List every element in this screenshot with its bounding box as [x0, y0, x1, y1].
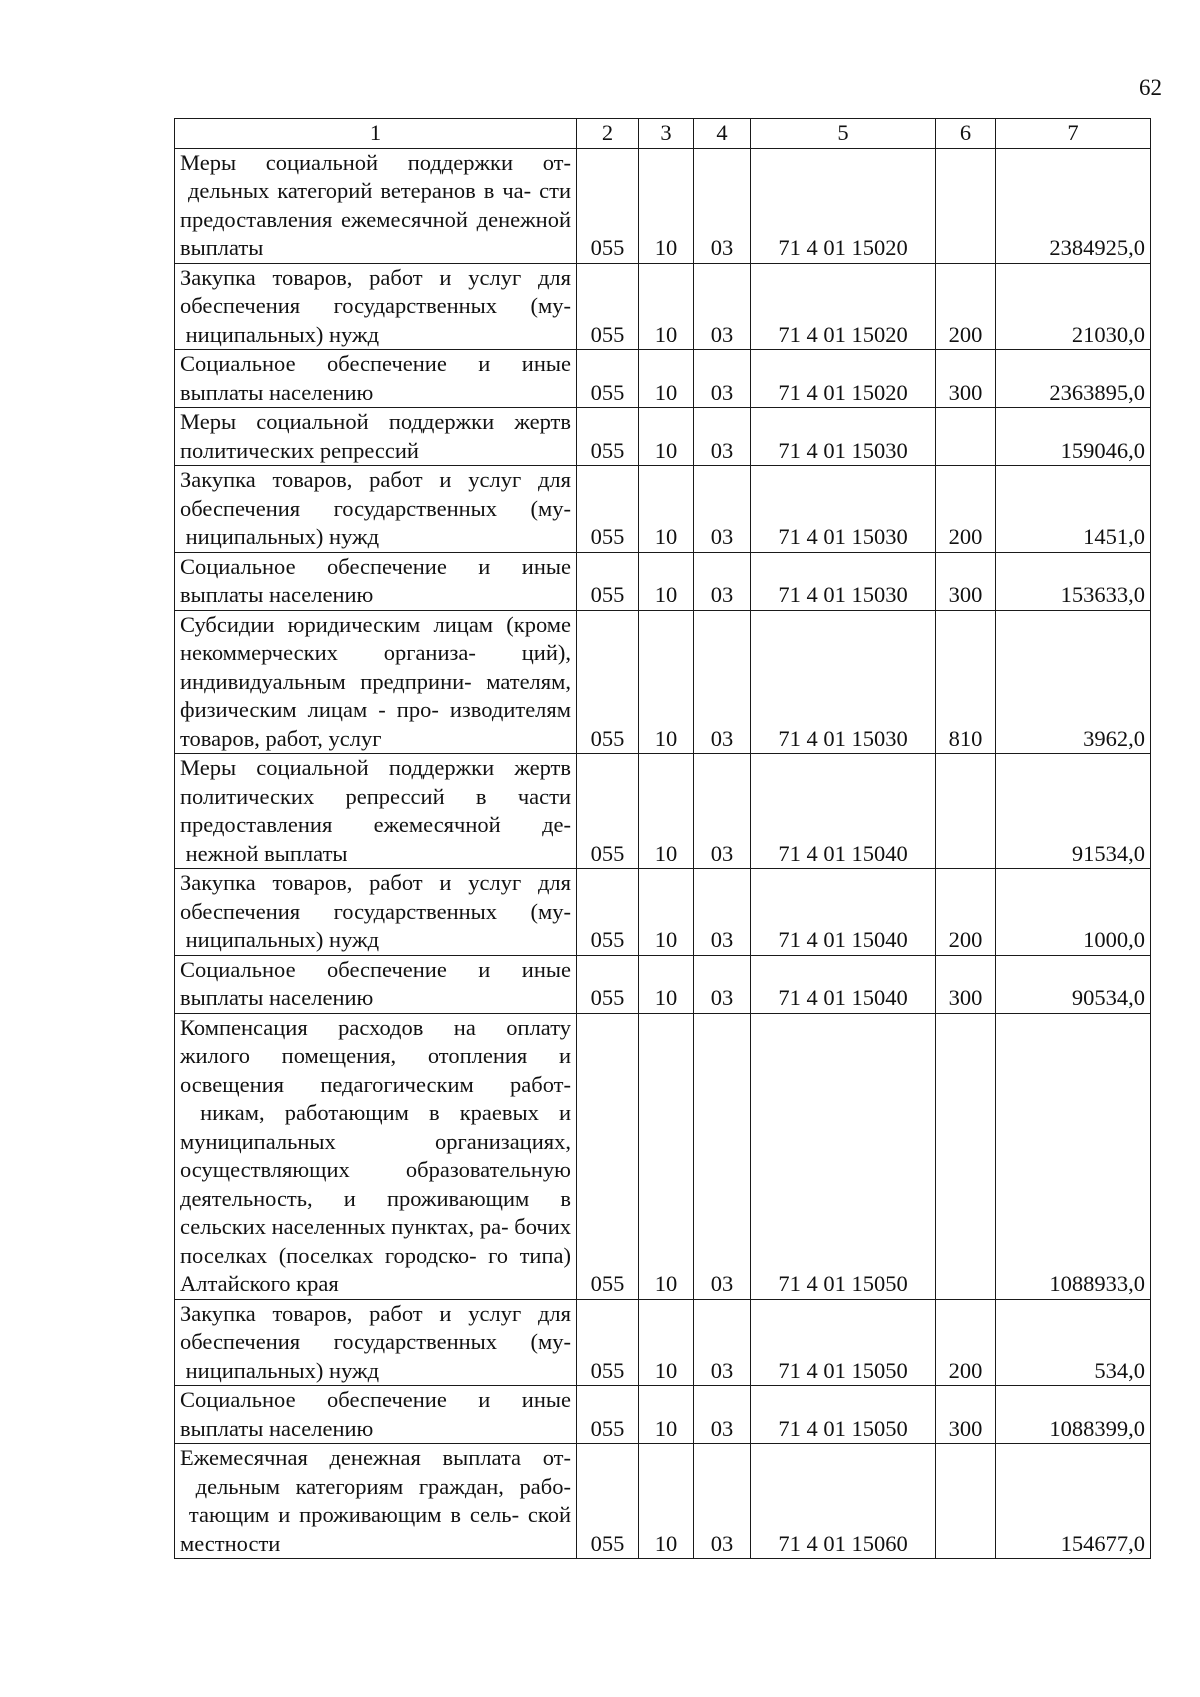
table-row	[175, 1299, 1151, 1386]
row-description: Меры социальной поддержки от- дельных категорий ветеранов в ча- сти предоставления ежемесячной денежной выплаты	[175, 148, 577, 263]
row-description: Закупка товаров, работ и услуг для обеспечения государственных (му- ниципальных) нужд	[175, 466, 577, 553]
row-section-code: 10	[639, 1444, 694, 1559]
row-ministry-code: 055	[577, 263, 639, 350]
row-description: Социальное обеспечение и иные выплаты населению	[175, 350, 577, 408]
row-amount: 3962,0	[996, 610, 1151, 754]
row-amount: 153633,0	[996, 552, 1151, 610]
row-amount: 91534,0	[996, 754, 1151, 869]
row-section-code: 10	[639, 869, 694, 956]
row-target-article: 71 4 01 15040	[751, 869, 936, 956]
budget-table	[174, 118, 1151, 1559]
row-target-article: 71 4 01 15030	[751, 408, 936, 466]
row-section-code: 10	[639, 408, 694, 466]
row-description: Социальное обеспечение и иные выплаты населению	[175, 955, 577, 1013]
row-section-code: 10	[639, 610, 694, 754]
row-expense-type: 810	[936, 610, 996, 754]
row-target-article: 71 4 01 15060	[751, 1444, 936, 1559]
row-expense-type	[936, 408, 996, 466]
row-target-article: 71 4 01 15040	[751, 955, 936, 1013]
row-ministry-code: 055	[577, 1444, 639, 1559]
row-expense-type: 200	[936, 1299, 996, 1386]
row-ministry-code: 055	[577, 1299, 639, 1386]
column-header: 1	[175, 119, 577, 149]
row-description: Меры социальной поддержки жертв политических репрессий	[175, 408, 577, 466]
row-section-code: 10	[639, 1386, 694, 1444]
row-ministry-code: 055	[577, 754, 639, 869]
table-row	[175, 1013, 1151, 1299]
header-row	[175, 119, 1151, 149]
row-expense-type	[936, 1013, 996, 1299]
row-target-article: 71 4 01 15050	[751, 1299, 936, 1386]
row-description: Закупка товаров, работ и услуг для обеспечения государственных (му- ниципальных) нужд	[175, 1299, 577, 1386]
table-row	[175, 408, 1151, 466]
row-target-article: 71 4 01 15040	[751, 754, 936, 869]
table-row	[175, 610, 1151, 754]
row-expense-type: 200	[936, 869, 996, 956]
row-expense-type: 200	[936, 466, 996, 553]
table-row	[175, 263, 1151, 350]
row-description: Закупка товаров, работ и услуг для обеспечения государственных (му- ниципальных) нужд	[175, 869, 577, 956]
row-amount: 1088933,0	[996, 1013, 1151, 1299]
row-description: Компенсация расходов на оплату жилого помещения, отопления и освещения педагогическим работ- никам, работающим в краевых и муниципальных организациях, осуществляющих образовательную деятельность, и проживающим в сельских населенных пунктах, ра- бочих поселках (поселках городско- го типа) Алтайского края	[175, 1013, 577, 1299]
row-expense-type: 200	[936, 263, 996, 350]
row-target-article: 71 4 01 15020	[751, 263, 936, 350]
row-section-code: 10	[639, 350, 694, 408]
row-ministry-code: 055	[577, 466, 639, 553]
row-ministry-code: 055	[577, 148, 639, 263]
row-description: Ежемесячная денежная выплата от- дельным категориям граждан, рабо- тающим и проживающим в сель- ской местности	[175, 1444, 577, 1559]
row-subsection-code: 03	[694, 1013, 751, 1299]
row-ministry-code: 055	[577, 350, 639, 408]
row-ministry-code: 055	[577, 610, 639, 754]
row-ministry-code: 055	[577, 955, 639, 1013]
row-expense-type	[936, 148, 996, 263]
table-row	[175, 552, 1151, 610]
row-section-code: 10	[639, 466, 694, 553]
row-amount: 21030,0	[996, 263, 1151, 350]
row-target-article: 71 4 01 15030	[751, 610, 936, 754]
table-row	[175, 1386, 1151, 1444]
row-subsection-code: 03	[694, 350, 751, 408]
row-ministry-code: 055	[577, 1386, 639, 1444]
row-expense-type	[936, 754, 996, 869]
row-target-article: 71 4 01 15020	[751, 148, 936, 263]
column-header: 3	[639, 119, 694, 149]
row-amount: 2363895,0	[996, 350, 1151, 408]
table-row	[175, 350, 1151, 408]
row-amount: 534,0	[996, 1299, 1151, 1386]
row-subsection-code: 03	[694, 552, 751, 610]
row-target-article: 71 4 01 15030	[751, 466, 936, 553]
row-subsection-code: 03	[694, 955, 751, 1013]
row-section-code: 10	[639, 1299, 694, 1386]
row-description: Меры социальной поддержки жертв политических репрессий в части предоставления ежемесячной де- нежной выплаты	[175, 754, 577, 869]
table-row	[175, 955, 1151, 1013]
row-amount: 154677,0	[996, 1444, 1151, 1559]
row-description: Социальное обеспечение и иные выплаты населению	[175, 552, 577, 610]
column-header: 4	[694, 119, 751, 149]
row-subsection-code: 03	[694, 263, 751, 350]
row-subsection-code: 03	[694, 610, 751, 754]
row-ministry-code: 055	[577, 1013, 639, 1299]
row-amount: 1000,0	[996, 869, 1151, 956]
row-expense-type: 300	[936, 1386, 996, 1444]
row-amount: 90534,0	[996, 955, 1151, 1013]
row-description: Социальное обеспечение и иные выплаты населению	[175, 1386, 577, 1444]
row-subsection-code: 03	[694, 754, 751, 869]
row-expense-type: 300	[936, 955, 996, 1013]
row-subsection-code: 03	[694, 408, 751, 466]
row-amount: 1451,0	[996, 466, 1151, 553]
row-ministry-code: 055	[577, 408, 639, 466]
row-target-article: 71 4 01 15020	[751, 350, 936, 408]
column-header: 7	[996, 119, 1151, 149]
row-subsection-code: 03	[694, 148, 751, 263]
row-amount: 2384925,0	[996, 148, 1151, 263]
table-row	[175, 148, 1151, 263]
row-amount: 1088399,0	[996, 1386, 1151, 1444]
row-target-article: 71 4 01 15050	[751, 1013, 936, 1299]
row-target-article: 71 4 01 15050	[751, 1386, 936, 1444]
row-target-article: 71 4 01 15030	[751, 552, 936, 610]
table-row	[175, 869, 1151, 956]
row-ministry-code: 055	[577, 869, 639, 956]
row-subsection-code: 03	[694, 869, 751, 956]
table-row	[175, 1444, 1151, 1559]
column-header: 6	[936, 119, 996, 149]
row-section-code: 10	[639, 148, 694, 263]
row-description: Закупка товаров, работ и услуг для обеспечения государственных (му- ниципальных) нужд	[175, 263, 577, 350]
row-section-code: 10	[639, 1013, 694, 1299]
row-expense-type: 300	[936, 552, 996, 610]
row-section-code: 10	[639, 955, 694, 1013]
page-number: 62	[1139, 75, 1162, 100]
row-section-code: 10	[639, 754, 694, 869]
table-header	[175, 119, 1151, 149]
row-subsection-code: 03	[694, 1299, 751, 1386]
column-header: 5	[751, 119, 936, 149]
row-subsection-code: 03	[694, 1444, 751, 1559]
table-body	[175, 148, 1151, 1559]
row-ministry-code: 055	[577, 552, 639, 610]
row-expense-type	[936, 1444, 996, 1559]
row-description: Субсидии юридическим лицам (кроме некоммерческих организа- ций), индивидуальным предприни- мателям, физическим лицам - про- изводителям товаров, работ, услуг	[175, 610, 577, 754]
table-row	[175, 754, 1151, 869]
row-expense-type: 300	[936, 350, 996, 408]
row-section-code: 10	[639, 263, 694, 350]
table-row	[175, 466, 1151, 553]
row-section-code: 10	[639, 552, 694, 610]
row-subsection-code: 03	[694, 466, 751, 553]
row-amount: 159046,0	[996, 408, 1151, 466]
row-subsection-code: 03	[694, 1386, 751, 1444]
column-header: 2	[577, 119, 639, 149]
